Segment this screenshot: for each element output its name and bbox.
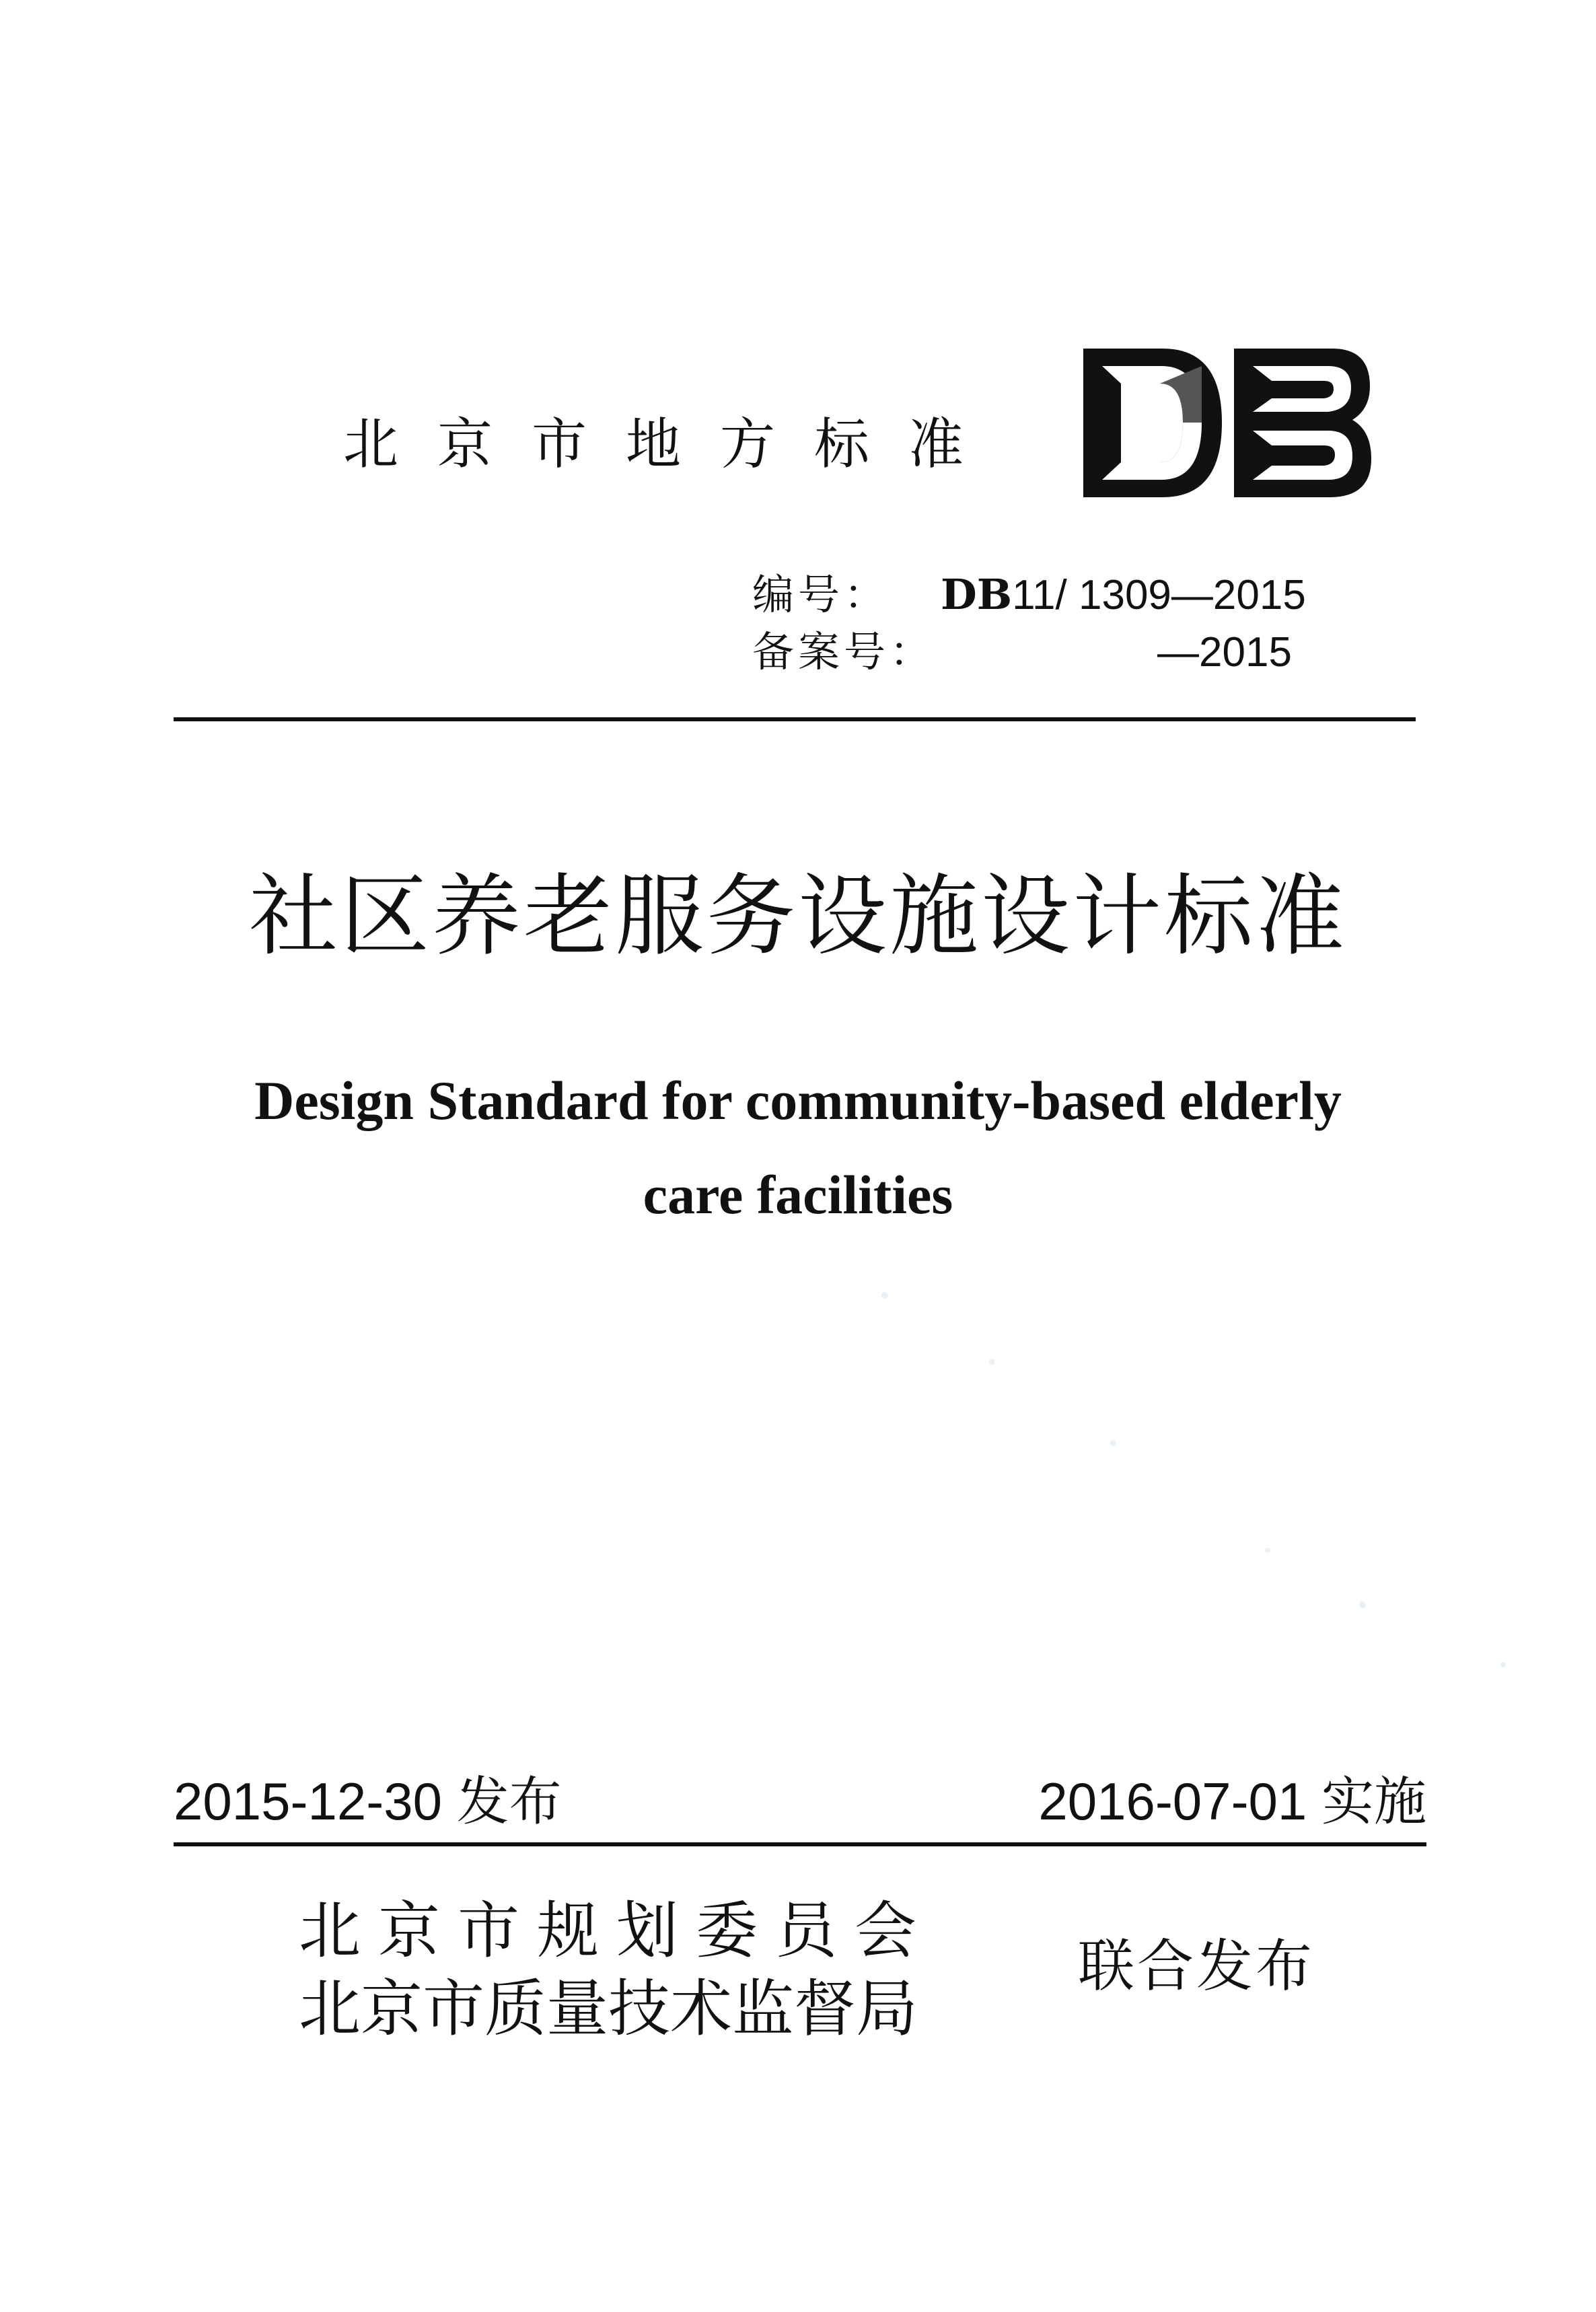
issuers-block <box>299 1892 934 2048</box>
code-value <box>941 567 1306 624</box>
effective-label: 实施 <box>1321 1772 1426 1832</box>
code-prefix: DB <box>941 570 1013 619</box>
issuer-planning-commission: 北京市规划委员会 <box>299 1895 935 1967</box>
bottom-divider <box>174 1842 1426 1846</box>
code-row <box>752 567 1306 624</box>
publish-label: 发布 <box>456 1772 562 1832</box>
title-english-line2: care facilities <box>643 1164 953 1225</box>
top-divider <box>174 717 1416 721</box>
issuer-quality-bureau: 北京市质量技术监督局 <box>299 1973 918 2045</box>
code-number: 11/ 1309—2015 <box>1012 572 1306 618</box>
publish-date <box>174 1772 562 1832</box>
effective-date-value: 2016-07-01 <box>1038 1772 1307 1831</box>
publish-date-value: 2015-12-30 <box>174 1772 442 1831</box>
db-logo <box>1082 347 1373 499</box>
record-row <box>752 624 1306 681</box>
title-english-line1: Design Standard for community-based elderly <box>254 1070 1342 1131</box>
record-value: —2015 <box>1157 629 1292 676</box>
code-label: 编号： <box>752 570 890 619</box>
record-label: 备案号： <box>752 627 936 676</box>
title-chinese: 社区养老服务设施设计标准 <box>249 865 1347 968</box>
effective-date <box>1038 1772 1426 1832</box>
standard-number-block <box>752 567 1306 681</box>
joint-publish-label: 联合发布 <box>1078 1933 1315 1999</box>
header-standard-label: 北京市地方标准 <box>343 412 1003 476</box>
title-english <box>0 1054 1596 1242</box>
